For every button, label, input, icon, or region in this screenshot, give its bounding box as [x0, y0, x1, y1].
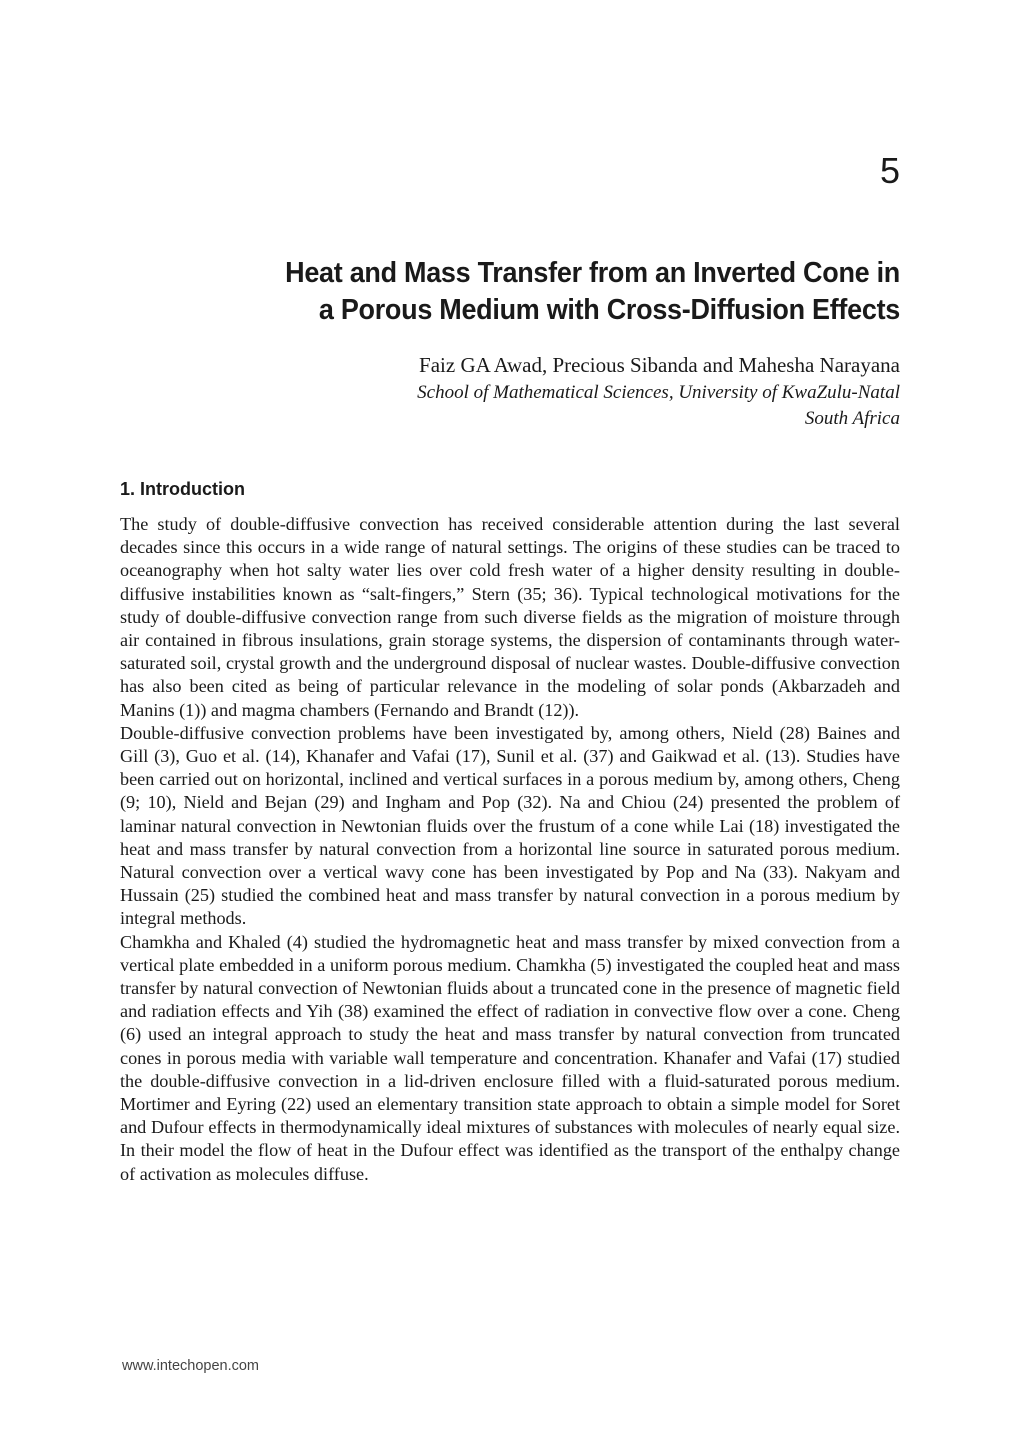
author-names: Faiz GA Awad, Precious Sibanda and Mahesha Narayana — [419, 353, 900, 377]
chapter-title-line-1: Heat and Mass Transfer from an Inverted Cone in — [285, 257, 901, 289]
paragraph: The study of double-diffusive convection has received considerable attention during the last several decades since this occurs in a wide range of natural settings. The origins of these studies can be traced to oceanography when hot salty water lies over cold fresh water of a higher density resulting in double-diffusive instabilities known as “salt-fingers,” Stern (35; 36). Typical technological motivations for the study of double-diffusive convection range from such diverse fields as the migration of moisture through air contained in fibrous insulations, grain storage systems, the dispersion of contaminants through water-saturated soil, crystal growth and the underground disposal of nuclear wastes. Double-diffusive convection has also been cited as being of particular relevance in the modeling of solar ponds (Akbarzadeh and Manins (1)) and magma chambers (Fernando and Brandt (12)). — [120, 514, 900, 720]
affiliation-institution: School of Mathematical Sciences, University of KwaZulu-Natal — [417, 382, 900, 403]
paragraph: Double-diffusive convection problems have been investigated by, among others, Nield (28) Baines and Gill (3), Guo et al. (14), Khanafer and Vafai (17), Sunil et al. (37) and Gaikwad et al. (13). Studies have been carried out on horizontal, inclined and vertical surfaces in a porous medium by, among others, Cheng (9; 10), Nield and Bejan (29) and Ingham and Pop (32). Na and Chiou (24) presented the problem of laminar natural convection in Newtonian fluids over the frustum of a cone while Lai (18) investigated the heat and mass transfer by natural convection from a horizontal line source in saturated porous medium. Natural convection over a vertical wavy cone has been investigated by Pop and Na (33). Nakyam and Hussain (25) studied the combined heat and mass transfer by natural convection in a porous medium by integral methods. — [120, 722, 900, 929]
author-affiliation — [417, 380, 900, 432]
chapter-number: 5 — [879, 150, 900, 191]
chapter-title-line-2: a Porous Medium with Cross-Diffusion Effects — [318, 294, 900, 326]
affiliation-country: South Africa — [804, 408, 900, 429]
section-body-introduction — [120, 513, 900, 1186]
chapter-title — [175, 255, 900, 329]
section-heading-introduction: 1. Introduction — [120, 479, 245, 499]
paragraph: Chamkha and Khaled (4) studied the hydromagnetic heat and mass transfer by mixed convection from a vertical plate embedded in a uniform porous medium. Chamkha (5) investigated the coupled heat and mass transfer by natural convection of Newtonian fluids about a truncated cone in the presence of magnetic field and radiation effects and Yih (38) examined the effect of radiation in convective flow over a cone. Cheng (6) used an integral approach to study the heat and mass transfer by natural convection from truncated cones in porous media with variable wall temperature and concentration. Khanafer and Vafai (17) studied the double-diffusive convection in a lid-driven enclosure filled with a fluid-saturated porous medium. Mortimer and Eyring (22) used an elementary transition state approach to obtain a simple model for Soret and Dufour effects in thermodynamically ideal mixtures of substances with molecules of nearly equal size. In their model the flow of heat in the Dufour effect was identified as the transport of the enthalpy change of activation as molecules diffuse. — [120, 931, 900, 1184]
footer-url: www.intechopen.com — [122, 1358, 260, 1374]
